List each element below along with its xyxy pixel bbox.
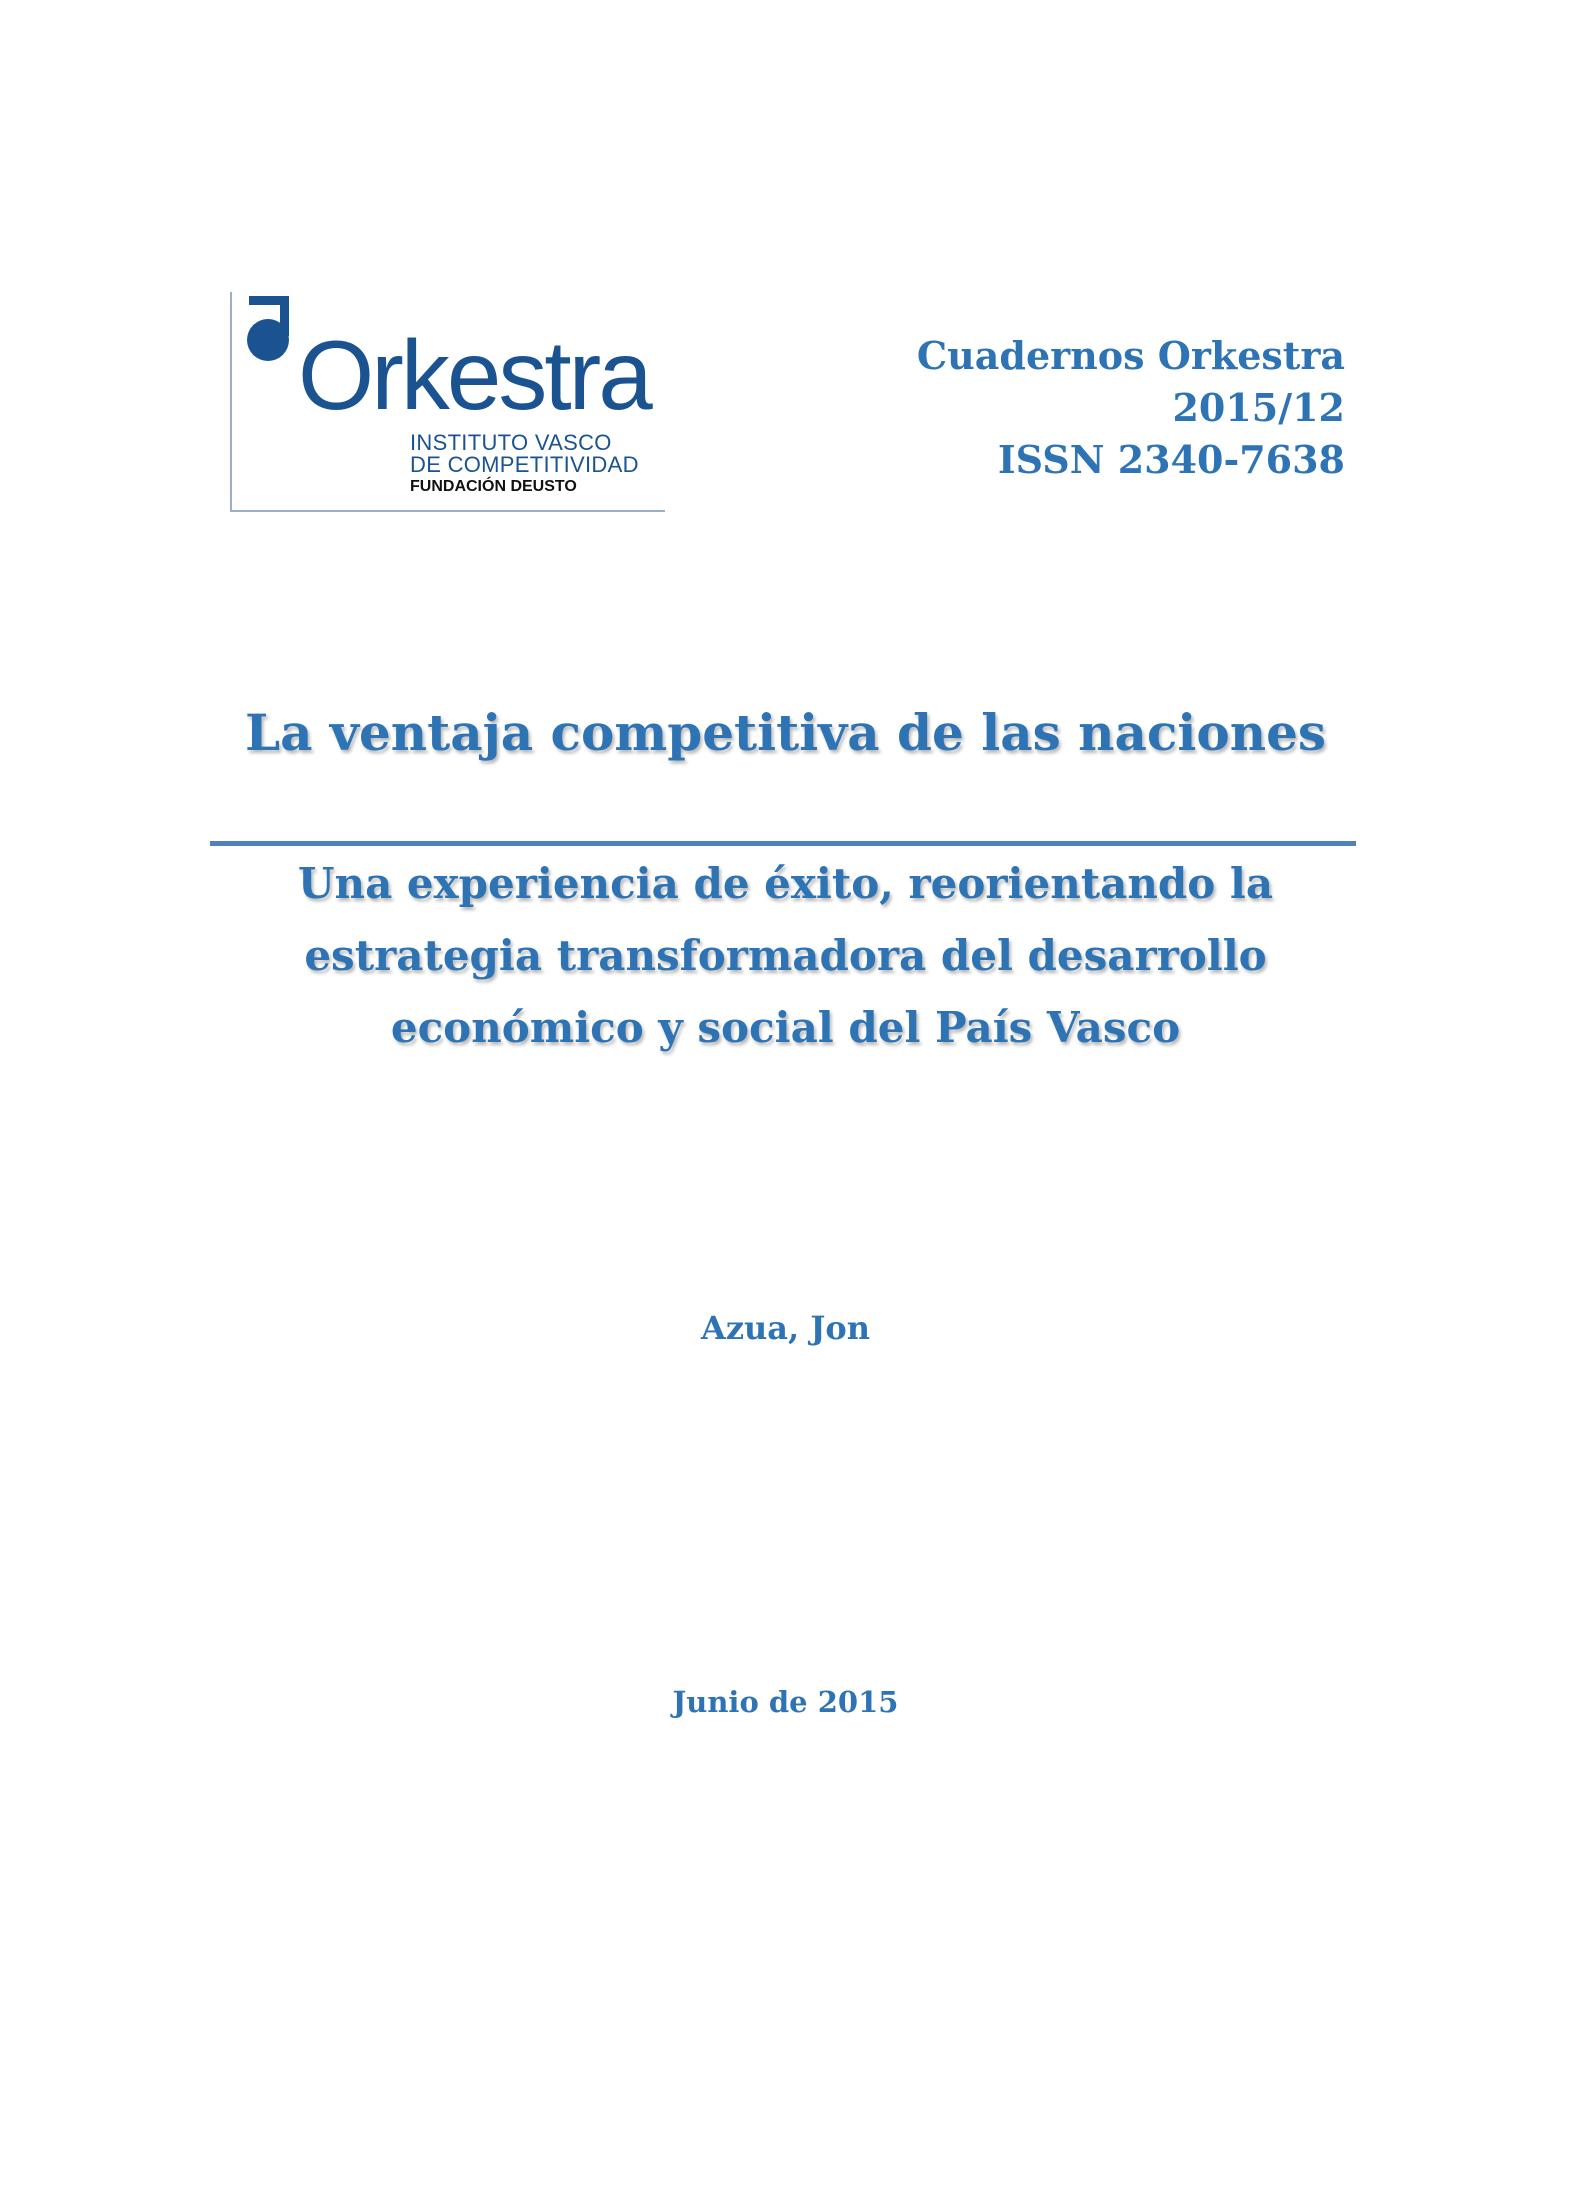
subtitle-line: económico y social del País Vasco	[390, 1003, 1181, 1052]
subtitle-line: estrategia transformadora del desarrollo	[304, 931, 1267, 980]
series-info	[917, 330, 1345, 486]
series-name: Cuadernos Orkestra	[916, 333, 1345, 378]
document-subtitle	[0, 848, 1571, 1064]
author-name: Azua, Jon	[700, 1309, 871, 1347]
logo-subtitle-line3: FUNDACIÓN DEUSTO	[410, 478, 577, 495]
logo-subtitle-line1: INSTITUTO VASCO	[410, 430, 612, 455]
title-divider	[210, 841, 1356, 846]
series-issn: ISSN 2340-7638	[997, 437, 1345, 482]
document-title: La ventaja competitiva de las naciones	[244, 703, 1327, 762]
series-number: 2015/12	[1172, 385, 1345, 430]
logo-wordmark: Orkestra	[298, 320, 650, 430]
orkestra-note-icon	[246, 296, 292, 366]
logo-subtitle-line2: DE COMPETITIVIDAD	[410, 452, 639, 477]
orkestra-logo	[230, 292, 665, 512]
subtitle-line: Una experiencia de éxito, reorientando la	[297, 859, 1274, 908]
publication-date: Junio de 2015	[672, 1685, 899, 1719]
